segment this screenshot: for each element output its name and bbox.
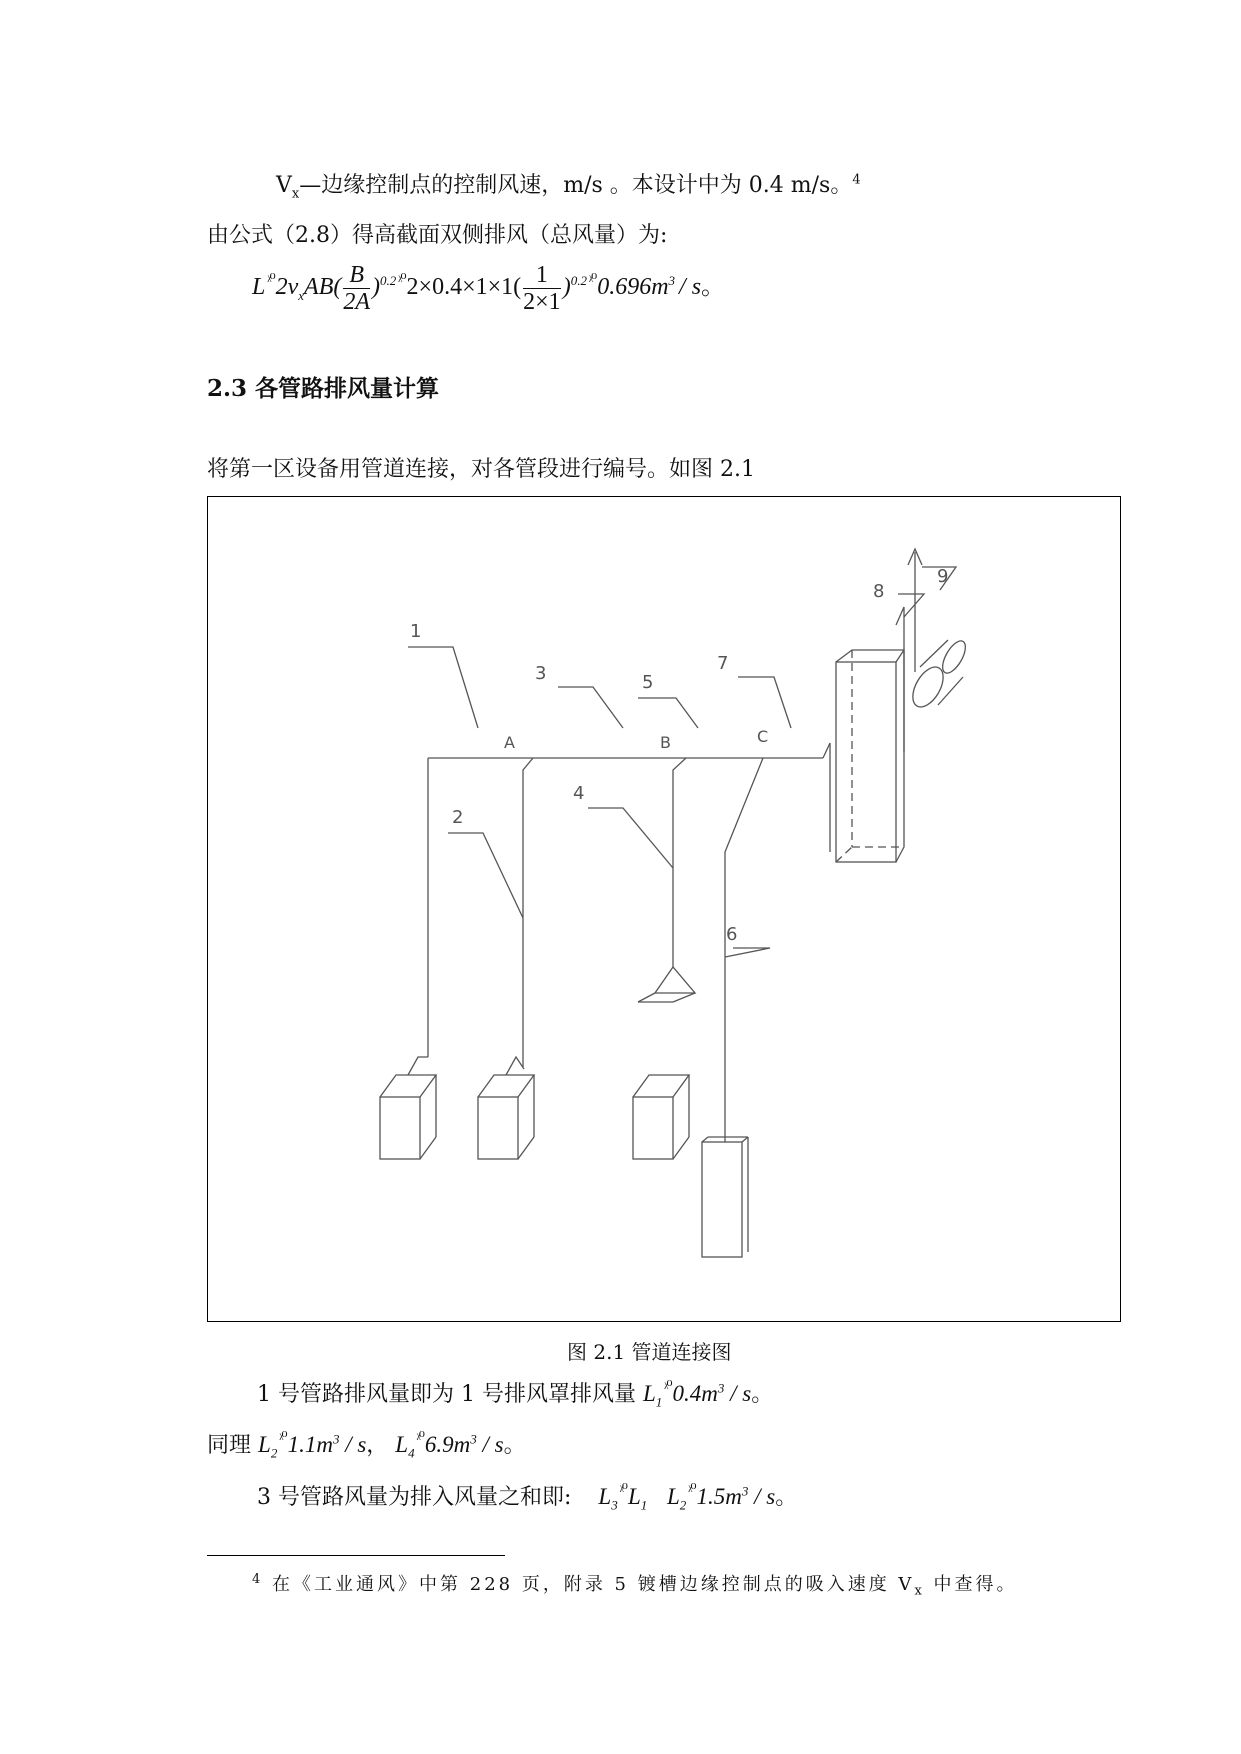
tank-2 bbox=[478, 1097, 518, 1159]
pipe-2 bbox=[523, 758, 533, 1067]
math-unit: / s bbox=[345, 1432, 367, 1457]
tank-1 bbox=[380, 1097, 420, 1159]
math-symbol: L bbox=[627, 1484, 641, 1509]
hood-4 bbox=[655, 967, 695, 993]
formula-lhs: L bbox=[252, 274, 266, 301]
node-label: C bbox=[757, 727, 769, 746]
pipe-label: 5 bbox=[642, 672, 654, 693]
formula-result: 0.696m bbox=[597, 274, 669, 301]
equipment-edge bbox=[702, 1137, 708, 1142]
footnote-reference: 4 bbox=[852, 172, 861, 188]
math-symbol: L bbox=[395, 1432, 409, 1457]
equals-glyph: ᵡ⁰ bbox=[398, 272, 405, 289]
pipe-label: 6 bbox=[726, 924, 738, 945]
formula-unit: / s bbox=[679, 274, 702, 301]
l2-math bbox=[258, 1430, 367, 1461]
vx-symbol: V bbox=[276, 173, 292, 198]
l1-text: 1 号管路排风量即为 1 号排风罩排风量 bbox=[257, 1382, 636, 1407]
separator: ， bbox=[366, 1433, 389, 1458]
pipe-4 bbox=[673, 758, 686, 967]
pipe-connection-figure bbox=[207, 496, 1121, 1322]
fan-housing-edge bbox=[896, 650, 904, 662]
hood-4-edge bbox=[638, 993, 655, 1002]
equipment-edge bbox=[742, 1137, 748, 1142]
equals-glyph: ᵡ⁰ bbox=[664, 1379, 671, 1395]
formula-term: 2v bbox=[275, 274, 299, 301]
pipe-label: 9 bbox=[937, 566, 949, 587]
figure-intro-paragraph: 将第一区设备用管道连接，对各管段进行编号。如图 2.1 bbox=[207, 457, 755, 482]
math-value: 0.4m bbox=[672, 1381, 718, 1406]
pipe-8 bbox=[896, 607, 904, 625]
fraction-b-over-2a bbox=[343, 262, 370, 315]
motor-outline bbox=[920, 640, 948, 667]
formula-term: AB( bbox=[304, 274, 342, 301]
math-subscript: 1 bbox=[640, 1497, 648, 1513]
fraction-1-over-2x1 bbox=[523, 262, 561, 315]
pipe-label: 4 bbox=[573, 783, 585, 804]
pipe-label: 3 bbox=[535, 663, 547, 684]
tank-3-top bbox=[633, 1075, 689, 1097]
vx-subscript: x bbox=[291, 186, 300, 202]
tank-2-top bbox=[478, 1075, 534, 1097]
tank-3 bbox=[633, 1097, 673, 1159]
tank-1-side bbox=[420, 1137, 436, 1159]
pipe-label: 7 bbox=[717, 653, 729, 674]
vx-definition-text: —边缘控制点的控制风速，m/s 。本设计中为 0.4 m/s。 bbox=[299, 173, 853, 198]
hood-4-edge bbox=[673, 993, 695, 1002]
math-symbol: L bbox=[598, 1484, 612, 1509]
leader-8 bbox=[898, 594, 924, 617]
footnote-subscript: x bbox=[914, 1583, 925, 1599]
leader-1 bbox=[408, 647, 478, 728]
formula-exponent: 0.2 bbox=[380, 273, 397, 289]
leader-2 bbox=[448, 833, 523, 918]
leader-4 bbox=[588, 808, 673, 868]
math-subscript: 3 bbox=[611, 1497, 618, 1513]
pipe-connection-diagram bbox=[208, 497, 1122, 1323]
formula-intro-line: 由公式（2.8）得高截面双侧排风（总风量）为: bbox=[207, 223, 668, 248]
fan-housing-back bbox=[836, 650, 904, 862]
math-value: 1.1m bbox=[287, 1432, 333, 1457]
math-exponent: 3 bbox=[332, 1431, 340, 1447]
formula-exponent: 3 bbox=[668, 273, 676, 289]
leader-7 bbox=[738, 677, 791, 728]
tank-1-hood bbox=[408, 1057, 428, 1075]
leader-5 bbox=[638, 698, 698, 728]
fraction-numerator: B bbox=[343, 262, 370, 289]
math-subscript: 2 bbox=[270, 1445, 278, 1461]
math-subscript: 4 bbox=[408, 1445, 415, 1461]
fraction-numerator: 1 bbox=[523, 262, 561, 289]
formula-term: 2×0.4×1×1( bbox=[406, 274, 522, 301]
pipe-label: 2 bbox=[452, 807, 464, 828]
tank-2-side bbox=[518, 1137, 534, 1159]
footnote-end: 中查得。 bbox=[933, 1574, 1018, 1595]
formula-exponent: 0.2 bbox=[570, 273, 587, 289]
l1-statement bbox=[257, 1377, 773, 1411]
l4-math bbox=[395, 1430, 504, 1461]
l2-l4-statement bbox=[207, 1428, 526, 1462]
equals-glyph: ᵡ⁰ bbox=[416, 1430, 423, 1446]
l3-statement bbox=[257, 1480, 797, 1514]
pipe-label: 8 bbox=[873, 581, 885, 602]
math-exponent: 3 bbox=[717, 1380, 725, 1396]
airflow-formula bbox=[252, 262, 725, 315]
section-heading: 2.3 各管路排风量计算 bbox=[207, 375, 440, 402]
math-exponent: 3 bbox=[470, 1431, 477, 1447]
math-symbol: L bbox=[667, 1484, 680, 1509]
hidden-edge bbox=[836, 847, 852, 862]
equals-glyph: ᵡ⁰ bbox=[619, 1482, 626, 1498]
fan-housing bbox=[836, 662, 896, 862]
formula-paren: ) bbox=[562, 274, 571, 301]
pipe-label: 1 bbox=[410, 621, 422, 642]
math-unit: / s bbox=[482, 1432, 504, 1457]
math-value: 1.5m bbox=[696, 1484, 742, 1509]
footnote-number: 4 bbox=[252, 1572, 264, 1587]
math-value: 6.9m bbox=[424, 1432, 471, 1457]
leader-3 bbox=[558, 687, 623, 728]
tank-3-side bbox=[673, 1137, 689, 1159]
line-end: 。 bbox=[751, 1382, 774, 1407]
math-subscript: 2 bbox=[679, 1497, 687, 1513]
line-end: 。 bbox=[775, 1485, 798, 1510]
footnote bbox=[252, 1570, 1018, 1599]
fraction-denominator: 2A bbox=[343, 289, 371, 315]
motor-outline bbox=[938, 677, 963, 705]
l3-text: 3 号管路风量为排入风量之和即: bbox=[257, 1485, 572, 1510]
equals-glyph: ᵡ⁰ bbox=[267, 272, 274, 289]
formula-subscript: x bbox=[298, 287, 305, 303]
math-subscript: 1 bbox=[655, 1394, 663, 1410]
fraction-denominator: 2×1 bbox=[523, 289, 561, 315]
math-unit: / s bbox=[730, 1381, 752, 1406]
tank-2-hood bbox=[506, 1057, 524, 1075]
formula-end: 。 bbox=[701, 274, 726, 301]
equals-glyph: ᵡ⁰ bbox=[279, 1430, 286, 1446]
math-symbol: L bbox=[642, 1381, 656, 1406]
tank-1-top bbox=[380, 1075, 436, 1097]
equals-glyph: ᵡ⁰ bbox=[588, 272, 596, 289]
node-label: A bbox=[504, 733, 515, 752]
math-unit: / s bbox=[754, 1484, 776, 1509]
leader-6 bbox=[725, 948, 770, 957]
vx-definition-line bbox=[276, 168, 861, 201]
figure-caption: 图 2.1 管道连接图 bbox=[567, 1340, 732, 1364]
footnote-text: 在《工业通风》中第 228 页，附录 5 镀槽边缘控制点的吸入速度 V bbox=[272, 1574, 915, 1595]
formula-paren: ) bbox=[372, 274, 381, 301]
line-end: 。 bbox=[503, 1433, 526, 1458]
footnote-divider bbox=[207, 1555, 505, 1556]
node-label: B bbox=[660, 733, 671, 752]
l1-math bbox=[642, 1379, 752, 1410]
motor-end bbox=[938, 637, 970, 676]
same-prefix: 同理 bbox=[207, 1433, 252, 1458]
transition bbox=[823, 743, 830, 758]
l3-math bbox=[598, 1482, 776, 1513]
math-exponent: 3 bbox=[741, 1483, 749, 1499]
math-symbol: L bbox=[258, 1432, 271, 1457]
equals-glyph: ᵡ⁰ bbox=[688, 1482, 695, 1498]
equipment-tall-box bbox=[702, 1142, 742, 1257]
